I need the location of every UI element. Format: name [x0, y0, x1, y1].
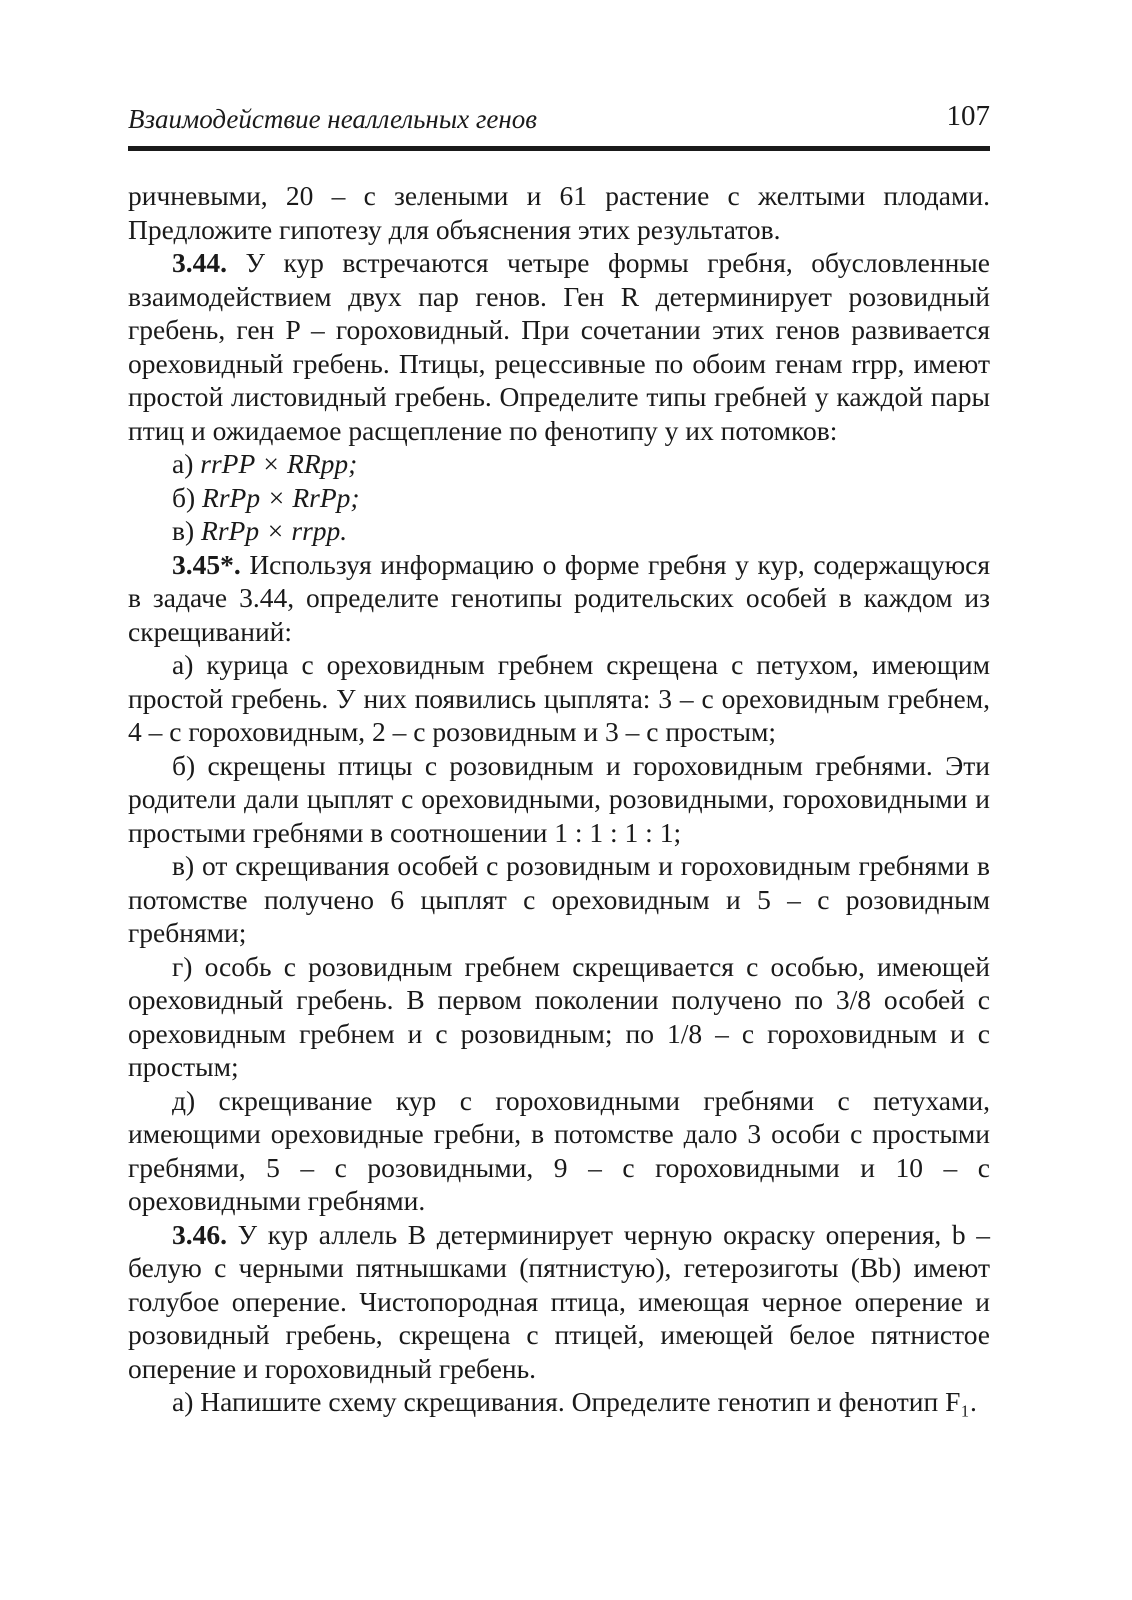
book-page — [128, 96, 990, 1536]
page-number: 107 — [946, 100, 990, 132]
problem-3-46: 3.46. У кур аллель B детерминирует черную окраску оперения, b – белую с черными пятнышками (пятнистую), гетерозиготы (Bb) имеют голубое оперение. Чистопородная птица, имеющая черное оперение и розовидный гребень, скрещена с птицей, имеющей белое пятнистое оперение и гороховидный гребень. — [128, 1218, 990, 1384]
genotype-cross: RrPp × rrpp. — [201, 515, 348, 546]
subitem-a: а) курица с ореховидным гребнем скрещена с петухом, имеющим простой гребень. У них появились цыплята: 3 – с ореховидным гребнем, 4 – с гороховидным, 2 – с розовидным и 3 – с простым; — [128, 649, 990, 747]
subitem-g: г) особь с розовидным гребнем скрещивается с особью, имеющей ореховидный гребень. В первом поколении получено по 3/8 особей с ореховидным гребнем и с розовидным; по 1/8 – с гороховидным и с простым; — [128, 950, 990, 1082]
genotype-cross: RrPp × RrPp; — [202, 481, 360, 513]
subitem-v: в) от скрещивания особей с розовидным и гороховидным гребнями в потомстве получено 6 цыплят с ореховидным и 5 – с розовидным гребнями; — [128, 850, 990, 948]
subitem-d: д) скрещивание кур с гороховидными гребнями с петухами, имеющими ореховидные гребни, в потомстве дало 3 особи с простыми гребнями, 5 – с розовидными, 9 – с гороховидными и 10 – с ореховидными гребнями. — [128, 1084, 990, 1216]
page-header — [128, 96, 990, 140]
cross-b: б) RrPp × RrPp; — [172, 481, 360, 513]
genotype-cross: rrPP × RRpp; — [200, 448, 358, 479]
subitem-b: б) скрещены птицы с розовидным и гороховидным гребнями. Эти родители дали цыплят с ореховидными, розовидными, гороховидными и простыми гребнями в соотношении 1 : 1 : 1 : 1; — [128, 749, 990, 848]
cross-v: в) RrPp × rrpp. — [172, 515, 348, 546]
header-rule — [128, 146, 990, 151]
problem-number: 3.46. — [172, 1218, 227, 1250]
cross-a: а) rrPP × RRpp; — [172, 448, 358, 479]
problem-number: 3.45*. — [172, 548, 241, 580]
subitem-a-3-46: а) Напишите схему скрещивания. Определите генотип и фенотип F₁. — [172, 1386, 977, 1417]
paragraph-continuation: ричневыми, 20 – с зелеными и 61 растение с желтыми плодами. Предложите гипотезу для объяснения этих результатов. — [128, 180, 990, 245]
page-body — [128, 179, 990, 1419]
problem-3-44: 3.44. У кур встречаются четыре формы гребня, обусловленные взаимодействием двух пар генов. Ген R детерминирует розовидный гребень, ген P – гороховидный. При сочетании этих генов развивается ореховидный гребень. Птицы, рецессивные по обоим генам rrpp, имеют простой листовидный гребень. Определите типы гребней у каждой пары птиц и ожидаемое расщепление по фенотипу у их потомков: — [128, 247, 990, 446]
running-head: Взаимодействие неаллельных генов — [128, 104, 537, 134]
problem-number: 3.44. — [172, 247, 227, 278]
problem-3-45: 3.45*. Используя информацию о форме гребня у кур, содержащуюся в задаче 3.44, определите генотипы родительских особей в каждом из скрещиваний: — [128, 548, 990, 647]
